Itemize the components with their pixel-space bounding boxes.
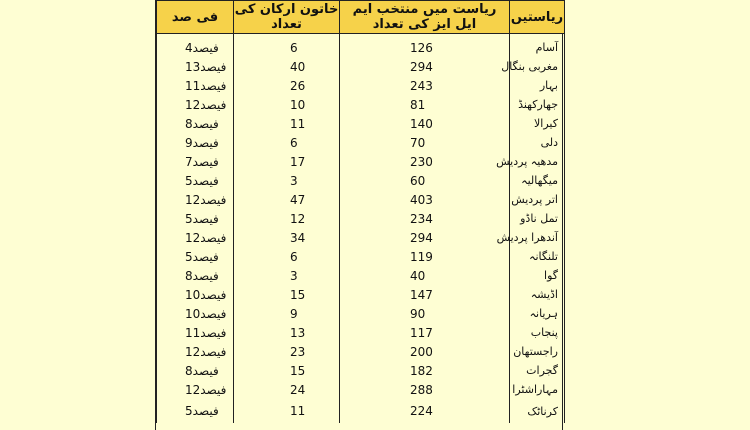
percent-suffix: فیصد: [192, 40, 219, 55]
table-row: [157, 342, 565, 361]
percent-suffix: فیصد: [200, 230, 227, 245]
cell-percent: [157, 380, 234, 399]
percent-value: 5: [185, 404, 193, 418]
cell-mla-count: 294: [340, 228, 510, 247]
percent-value: 12: [185, 382, 201, 397]
cell-state-name: گوا: [510, 266, 565, 285]
cell-state-name: گجرات: [510, 361, 565, 380]
percent-value: 13: [185, 59, 201, 74]
percent-value: 9: [185, 135, 193, 150]
women-mla-table: [156, 0, 565, 423]
header-mla-count: ریاست میں منتخب ایم ایل ایز کی تعداد: [340, 1, 510, 34]
header-percent: فی صد: [157, 1, 234, 34]
percent-value: 11: [185, 325, 201, 340]
cell-women-count: 6: [234, 247, 340, 266]
cell-state-name: ہریانہ: [510, 304, 565, 323]
cell-women-count: 17: [234, 152, 340, 171]
cell-women-count: 34: [234, 228, 340, 247]
cell-state-name: جھارکھنڈ: [510, 95, 565, 114]
cell-state-name: میگھالیہ: [510, 171, 565, 190]
percent-value: 12: [185, 344, 201, 359]
cell-mla-count: 70: [340, 133, 510, 152]
cell-state-name: کرناٹک: [510, 399, 565, 423]
cell-mla-count: 126: [340, 38, 510, 57]
cell-state-name: پنجاب: [510, 323, 565, 342]
cell-state-name: تمل ناڈو: [510, 209, 565, 228]
percent-suffix: فیصد: [200, 306, 227, 321]
cell-state-name: اڈیشہ: [510, 285, 565, 304]
cell-mla-count: 81: [340, 95, 510, 114]
percent-suffix: فیصد: [200, 344, 227, 359]
cell-mla-count: 147: [340, 285, 510, 304]
table-row: [157, 285, 565, 304]
cell-women-count: 10: [234, 95, 340, 114]
cell-state-name: بہار: [510, 76, 565, 95]
percent-suffix: فیصد: [192, 404, 219, 418]
percent-suffix: فیصد: [200, 287, 227, 302]
cell-women-count: 24: [234, 380, 340, 399]
percent-suffix: فیصد: [200, 59, 227, 74]
percent-suffix: فیصد: [192, 154, 219, 169]
table-row: [157, 209, 565, 228]
cell-women-count: 6: [234, 133, 340, 152]
cell-state-name: اتر پردیش: [510, 190, 565, 209]
cell-women-count: 3: [234, 266, 340, 285]
percent-value: 4: [185, 40, 193, 55]
percent-suffix: فیصد: [192, 268, 219, 283]
table-row: [157, 247, 565, 266]
cell-percent: [157, 399, 234, 423]
cell-women-count: 13: [234, 323, 340, 342]
percent-suffix: فیصد: [192, 211, 219, 226]
table-row: [157, 304, 565, 323]
cell-women-count: 15: [234, 285, 340, 304]
cell-mla-count: 403: [340, 190, 510, 209]
table-row: [157, 361, 565, 380]
percent-value: 8: [185, 363, 193, 378]
table-row: [157, 133, 565, 152]
percent-suffix: فیصد: [200, 78, 227, 93]
cell-percent: [157, 323, 234, 342]
cell-percent: [157, 76, 234, 95]
table-row: [157, 114, 565, 133]
table-row: [157, 323, 565, 342]
cell-women-count: 6: [234, 38, 340, 57]
percent-suffix: فیصد: [200, 325, 227, 340]
cell-state-name: مہاراشٹرا: [510, 380, 565, 399]
cell-percent: [157, 304, 234, 323]
cell-mla-count: 294: [340, 57, 510, 76]
percent-value: 5: [185, 211, 193, 226]
percent-value: 5: [185, 249, 193, 264]
cell-state-name: مدھیہ پردیش: [510, 152, 565, 171]
cell-women-count: 26: [234, 76, 340, 95]
cell-mla-count: 243: [340, 76, 510, 95]
table-row: [157, 399, 565, 423]
cell-state-name: تلنگانہ: [510, 247, 565, 266]
cell-mla-count: 140: [340, 114, 510, 133]
cell-percent: [157, 38, 234, 57]
cell-women-count: 9: [234, 304, 340, 323]
percent-suffix: فیصد: [200, 382, 227, 397]
cell-percent: [157, 361, 234, 380]
percent-value: 11: [185, 78, 201, 93]
table-body: [157, 34, 565, 424]
cell-percent: [157, 247, 234, 266]
table-row: [157, 266, 565, 285]
percent-suffix: فیصد: [192, 135, 219, 150]
cell-percent: [157, 190, 234, 209]
percent-value: 12: [185, 97, 201, 112]
cell-mla-count: 224: [340, 399, 510, 423]
table-row: [157, 57, 565, 76]
cell-percent: [157, 114, 234, 133]
table-row: [157, 171, 565, 190]
cell-mla-count: 60: [340, 171, 510, 190]
cell-percent: [157, 95, 234, 114]
cell-mla-count: 288: [340, 380, 510, 399]
women-mla-table-container: [155, 0, 563, 430]
percent-value: 10: [185, 306, 201, 321]
percent-suffix: فیصد: [192, 116, 219, 131]
cell-mla-count: 230: [340, 152, 510, 171]
cell-women-count: 12: [234, 209, 340, 228]
cell-mla-count: 117: [340, 323, 510, 342]
header-states: ریاستیں: [510, 1, 565, 34]
percent-value: 12: [185, 230, 201, 245]
cell-mla-count: 182: [340, 361, 510, 380]
table-row: [157, 152, 565, 171]
table-row: [157, 76, 565, 95]
cell-women-count: 40: [234, 57, 340, 76]
table-row: [157, 190, 565, 209]
cell-women-count: 11: [234, 399, 340, 423]
percent-value: 7: [185, 154, 193, 169]
cell-mla-count: 40: [340, 266, 510, 285]
percent-suffix: فیصد: [192, 249, 219, 264]
table-header: [157, 1, 565, 34]
cell-mla-count: 200: [340, 342, 510, 361]
cell-state-name: راجستھان: [510, 342, 565, 361]
percent-value: 5: [185, 173, 193, 188]
cell-percent: [157, 171, 234, 190]
table-row: [157, 95, 565, 114]
cell-women-count: 11: [234, 114, 340, 133]
percent-suffix: فیصد: [200, 192, 227, 207]
cell-mla-count: 90: [340, 304, 510, 323]
cell-percent: [157, 342, 234, 361]
cell-state-name: آندھرا پردیش: [510, 228, 565, 247]
cell-state-name: دلی: [510, 133, 565, 152]
table-row: [157, 228, 565, 247]
table-row: [157, 38, 565, 57]
cell-mla-count: 234: [340, 209, 510, 228]
table-row: [157, 380, 565, 399]
percent-suffix: فیصد: [192, 363, 219, 378]
cell-state-name: مغربی بنگال: [510, 57, 565, 76]
cell-women-count: 15: [234, 361, 340, 380]
percent-value: 8: [185, 268, 193, 283]
cell-women-count: 3: [234, 171, 340, 190]
cell-percent: [157, 228, 234, 247]
cell-women-count: 23: [234, 342, 340, 361]
cell-percent: [157, 209, 234, 228]
cell-state-name: کیرالا: [510, 114, 565, 133]
cell-women-count: 47: [234, 190, 340, 209]
percent-suffix: فیصد: [192, 173, 219, 188]
percent-value: 10: [185, 287, 201, 302]
cell-percent: [157, 285, 234, 304]
percent-value: 8: [185, 116, 193, 131]
percent-value: 12: [185, 192, 201, 207]
cell-mla-count: 119: [340, 247, 510, 266]
cell-percent: [157, 57, 234, 76]
cell-state-name: آسام: [510, 38, 565, 57]
percent-suffix: فیصد: [200, 97, 227, 112]
cell-percent: [157, 152, 234, 171]
header-women-count: خاتون ارکان کی تعداد: [234, 2, 339, 32]
cell-percent: [157, 133, 234, 152]
cell-percent: [157, 266, 234, 285]
